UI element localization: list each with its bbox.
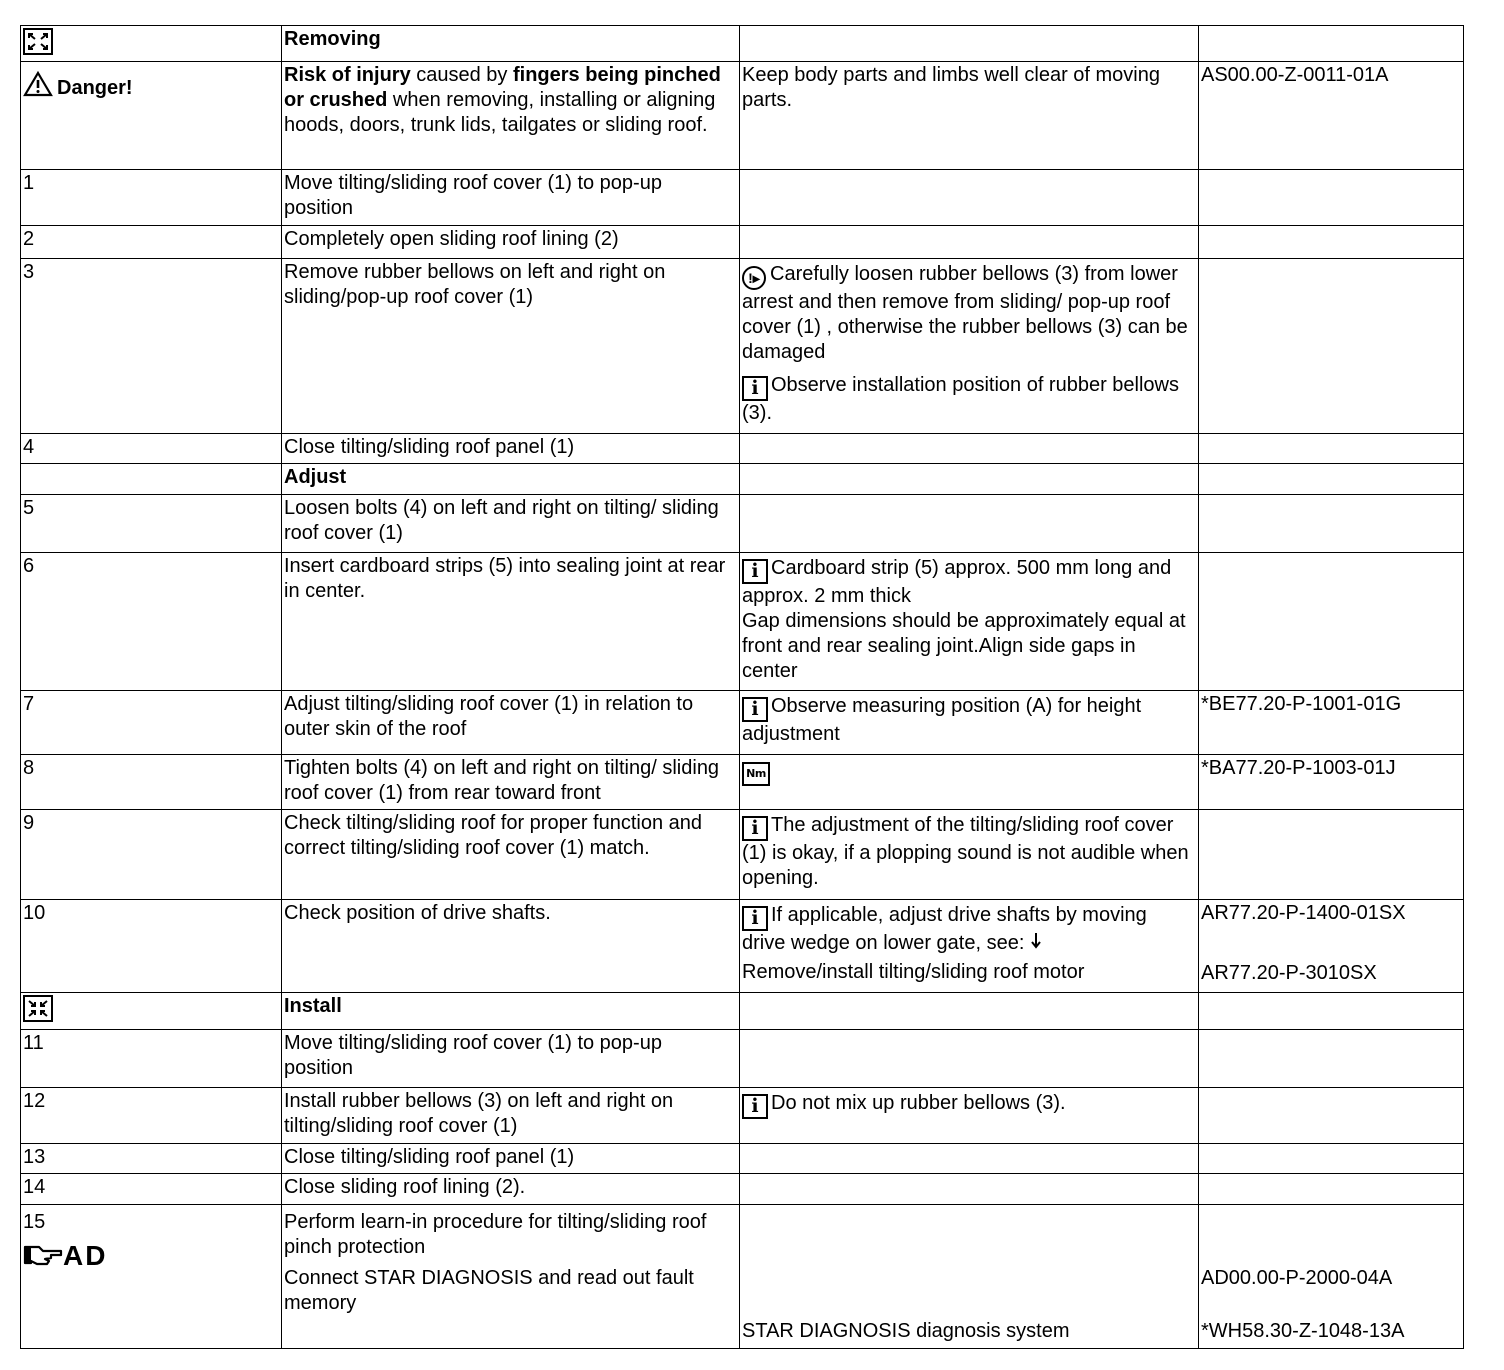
table-row bbox=[21, 464, 1464, 495]
table-row: 9 Check tilting/sliding roof for proper function and correct tilting/sliding roof cover (1) match. i The adjustment of the tilting/sliding roof cover (1) is okay, if a plopping sound is not audible when opening. bbox=[21, 810, 1464, 900]
install-heading: Install bbox=[282, 993, 740, 1030]
table-row bbox=[21, 26, 1464, 62]
ad-pointing-hand-icon: AD bbox=[23, 1241, 107, 1271]
table-row: 12 Install rubber bellows (3) on left and right on tilting/sliding roof cover (1) i Do not mix up rubber bellows (3). bbox=[21, 1088, 1464, 1144]
info-icon: i bbox=[742, 376, 768, 401]
removing-icon-cell bbox=[21, 26, 282, 62]
step3-notes: !▸ Carefully loosen rubber bellows (3) from lower arrest and then remove from sliding/ pop-up roof cover (1) , otherwise the rubber bellows (3) can be damaged i Observe installation position of rubber bellows (3). bbox=[740, 259, 1199, 434]
table-row: 6 Insert cardboard strips (5) into sealing joint at rear in center. i Cardboard strip (5) approx. 500 mm long and approx. 2 mm thick Gap dimensions should be approximately equal at front and rear sealing joint.Align side gaps in center bbox=[21, 553, 1464, 691]
warning-triangle-icon bbox=[23, 71, 53, 104]
danger-text: Risk of injury caused by fingers being pinched or crushed when removing, installing or aligning hoods, doors, trunk lids, tailgates or sliding roof. bbox=[282, 62, 740, 170]
adjust-heading: Adjust bbox=[282, 464, 740, 495]
table-row: 15 AD Perform learn-in procedure for tilting/sliding roof pinch protection Connect STAR DIAGNOSIS and read out fault memory STAR DIAGNOSIS diagnosis system AD00.00-P-2000-04A *WH58.30-Z-1048-13A bbox=[21, 1205, 1464, 1349]
caution-icon: !▸ bbox=[742, 266, 766, 290]
table-row bbox=[21, 993, 1464, 1030]
table-row: 2 Completely open sliding roof lining (2) bbox=[21, 226, 1464, 259]
danger-measure: Keep body parts and limbs well clear of moving parts. bbox=[740, 62, 1199, 170]
danger-row bbox=[21, 62, 1464, 170]
arrow-down-icon bbox=[1030, 931, 1042, 956]
table-row: 3 Remove rubber bellows on left and right on sliding/pop-up roof cover (1) !▸ Carefully loosen rubber bellows (3) from lower arrest and then remove from sliding/ pop-up roof cover (1) , otherwise the rubber bellows (3) can be damaged i Observe installation position of rubber bellows (3). bbox=[21, 259, 1464, 434]
procedure-table bbox=[20, 25, 1464, 1349]
expand-arrows-icon bbox=[23, 28, 53, 55]
danger-ref: AS00.00-Z-0011-01A bbox=[1199, 62, 1464, 170]
info-icon: i bbox=[742, 559, 768, 584]
table-row: 5 Loosen bolts (4) on left and right on tilting/ sliding roof cover (1) bbox=[21, 495, 1464, 553]
table-row: 7 Adjust tilting/sliding roof cover (1) in relation to outer skin of the roof i Observe measuring position (A) for height adjustment *BE77.20-P-1001-01G bbox=[21, 691, 1464, 755]
info-icon: i bbox=[742, 906, 768, 931]
info-icon: i bbox=[742, 697, 768, 722]
danger-cell bbox=[21, 62, 282, 170]
collapse-arrows-icon bbox=[23, 995, 53, 1022]
table-row: 13 Close tilting/sliding roof panel (1) bbox=[21, 1144, 1464, 1174]
table-row: 8 Tighten bolts (4) on left and right on tilting/ sliding roof cover (1) from rear toward front Nm *BA77.20-P-1003-01J bbox=[21, 755, 1464, 810]
table-row: 10 Check position of drive shafts. i If applicable, adjust drive shafts by moving drive wedge on lower gate, see: Remove/install tilting/sliding roof motor AR77.20-P-1400-01SX AR77.20-P-3010SX bbox=[21, 900, 1464, 993]
table-row: 4 Close tilting/sliding roof panel (1) bbox=[21, 434, 1464, 464]
torque-icon: Nm bbox=[742, 762, 770, 786]
info-icon: i bbox=[742, 1094, 768, 1119]
danger-label: Danger! bbox=[57, 77, 133, 99]
removing-heading: Removing bbox=[282, 26, 740, 62]
table-row: 11 Move tilting/sliding roof cover (1) to pop-up position bbox=[21, 1030, 1464, 1088]
step10-notes: i If applicable, adjust drive shafts by moving drive wedge on lower gate, see: Remove/install tilting/sliding roof motor bbox=[740, 900, 1199, 993]
table-row: 1 Move tilting/sliding roof cover (1) to pop-up position bbox=[21, 170, 1464, 226]
table-row: 14 Close sliding roof lining (2). bbox=[21, 1174, 1464, 1205]
info-icon: i bbox=[742, 816, 768, 841]
install-icon-cell bbox=[21, 993, 282, 1030]
step6-notes: i Cardboard strip (5) approx. 500 mm long and approx. 2 mm thick Gap dimensions should be approximately equal at front and rear sealing joint.Align side gaps in center bbox=[740, 553, 1199, 691]
